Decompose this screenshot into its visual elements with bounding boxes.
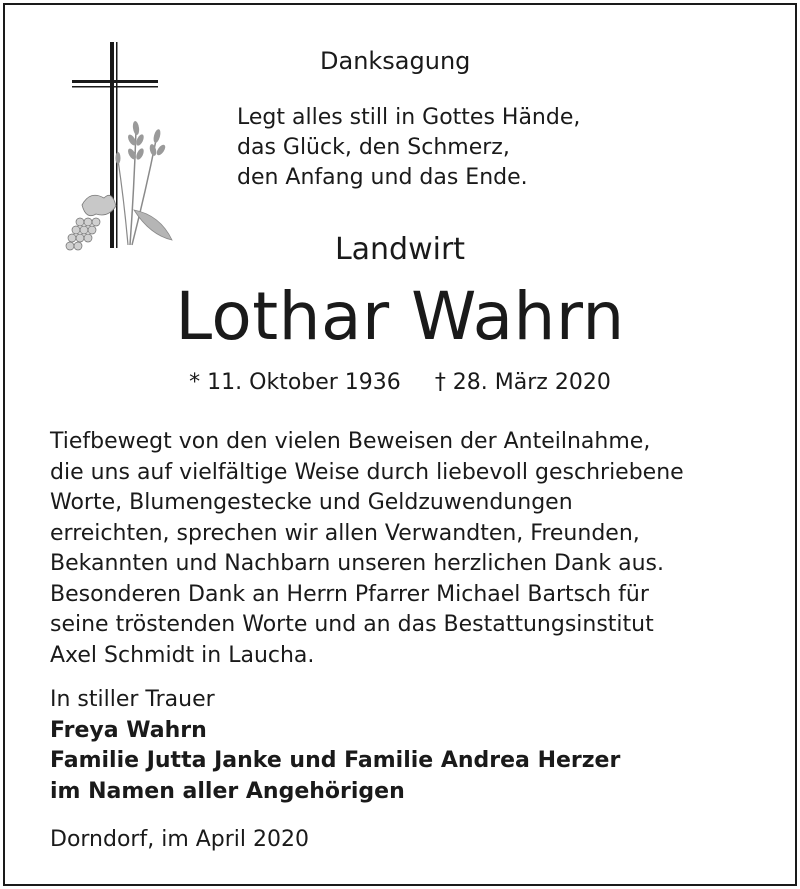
mourner-name: Freya Wahrn xyxy=(50,717,207,743)
notice-heading: Danksagung xyxy=(320,47,471,75)
text-line: erreichten, sprechen wir allen Verwandten, Freunden, xyxy=(50,520,640,546)
mourners-block xyxy=(50,685,620,807)
mourner-relatives: im Namen aller Angehörigen xyxy=(50,778,405,804)
thank-you-text xyxy=(50,427,684,671)
verse-line: Legt alles still in Gottes Hände, xyxy=(237,105,581,130)
place-date: Dorndorf, im April 2020 xyxy=(50,827,310,852)
cross-with-wheat-and-grapes-icon xyxy=(60,40,180,260)
text-line: Worte, Blumengestecke und Geldzuwendungen xyxy=(50,490,573,515)
text-line: die uns auf vielfältige Weise durch liebevoll geschriebene xyxy=(50,459,684,485)
profession: Landwirt xyxy=(334,232,466,267)
text-line: Bekannten und Nachbarn unseren herzlichen Dank aus. xyxy=(50,551,665,576)
life-dates xyxy=(5,368,795,398)
verse-line: das Glück, den Schmerz, xyxy=(237,135,510,160)
deceased-name: Lothar Wahrn xyxy=(175,278,625,355)
text-line: seine tröstenden Worte und an das Bestattungsinstitut xyxy=(50,612,654,637)
mourner-families: Familie Jutta Janke und Familie Andrea Herzer xyxy=(50,748,621,773)
verse-line: den Anfang und das Ende. xyxy=(237,165,528,190)
mourning-intro: In stiller Trauer xyxy=(50,687,215,712)
birth-date: * 11. Oktober 1936 xyxy=(189,370,401,395)
obituary-notice xyxy=(3,3,797,886)
verse xyxy=(237,103,580,193)
text-line: Besonderen Dank an Herrn Pfarrer Michael Bartsch für xyxy=(50,581,649,607)
death-date: † 28. März 2020 xyxy=(434,370,611,395)
text-line: Tiefbewegt von den vielen Beweisen der Anteilnahme, xyxy=(50,429,651,454)
text-line: Axel Schmidt in Laucha. xyxy=(50,642,315,668)
